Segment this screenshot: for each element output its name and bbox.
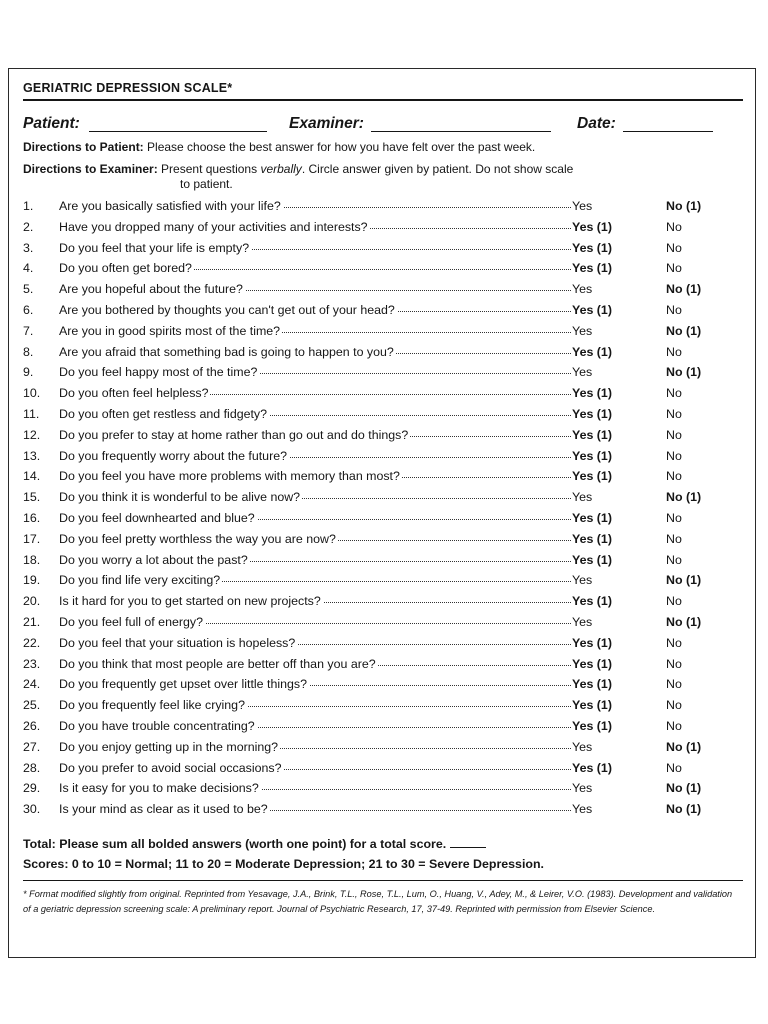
answer-no[interactable]: No — [666, 219, 682, 234]
answer-yes[interactable]: Yes — [572, 282, 593, 297]
question-row — [9, 365, 757, 385]
question-row — [9, 615, 757, 635]
question-number: 2. — [23, 219, 34, 234]
question-text-container — [59, 241, 571, 255]
question-text: Are you in good spirits most of the time? — [59, 323, 281, 338]
answer-yes[interactable]: Yes — [572, 199, 593, 213]
directions-examiner-text-verbally: verbally — [260, 162, 302, 176]
question-text: Do you feel downhearted and blue? — [59, 511, 255, 525]
question-number: 10. — [23, 386, 41, 401]
title-divider — [23, 99, 743, 101]
question-row — [9, 261, 757, 281]
question-row — [9, 324, 757, 344]
question-text: Do you feel you have more problems with memory than most? — [59, 469, 400, 484]
answer-yes[interactable]: Yes (1) — [572, 427, 612, 442]
question-number: 14. — [23, 469, 41, 484]
patient-label: Patient: — [23, 115, 80, 132]
answer-yes[interactable]: Yes (1) — [572, 344, 612, 359]
question-row — [9, 594, 757, 614]
question-text-container — [59, 657, 571, 671]
question-text-container — [59, 553, 571, 567]
question-text-container — [59, 636, 571, 650]
answer-yes[interactable]: Yes — [572, 802, 593, 817]
directions-examiner-label: Directions to Examiner: — [23, 162, 158, 176]
question-row — [9, 677, 757, 697]
question-text: Do you enjoy getting up in the morning? — [59, 739, 279, 754]
question-text: Is it hard for you to get started on new projects? — [59, 594, 321, 609]
question-row — [9, 532, 757, 552]
answer-yes[interactable]: Yes (1) — [572, 511, 612, 525]
answer-no[interactable]: No — [666, 407, 682, 421]
answer-no[interactable]: No — [666, 240, 682, 255]
question-number: 6. — [23, 303, 34, 317]
question-row — [9, 781, 757, 801]
question-number: 8. — [23, 344, 34, 359]
question-row — [9, 303, 757, 323]
answer-no[interactable]: No — [666, 656, 682, 671]
directions-examiner-text — [161, 162, 573, 176]
directions-examiner-text-part1: Present questions — [161, 162, 261, 176]
question-text-container — [59, 324, 571, 338]
answer-yes[interactable]: Yes (1) — [572, 594, 612, 609]
question-row — [9, 573, 757, 593]
question-text-container — [59, 490, 571, 504]
answer-yes[interactable]: Yes (1) — [572, 760, 612, 775]
date-field[interactable] — [623, 131, 713, 132]
question-number: 27. — [23, 739, 41, 754]
answer-no[interactable]: No — [666, 386, 682, 401]
question-text-container — [59, 261, 571, 275]
answer-yes[interactable]: Yes (1) — [572, 677, 612, 692]
question-text: Is your mind as clear as it used to be? — [59, 802, 268, 817]
question-number: 15. — [23, 490, 41, 505]
directions-examiner — [23, 161, 573, 177]
question-number: 28. — [23, 760, 41, 775]
question-row — [9, 657, 757, 677]
question-text: Do you feel pretty worthless the way you are now? — [59, 531, 336, 546]
question-text: Do you feel that your situation is hopeless? — [59, 635, 296, 650]
question-row — [9, 719, 757, 739]
total-score-field[interactable] — [450, 847, 486, 848]
question-number: 20. — [23, 594, 41, 609]
question-text: Do you prefer to stay at home rather than go out and do things? — [59, 427, 409, 442]
question-number: 16. — [23, 511, 41, 525]
question-number: 5. — [23, 282, 34, 297]
question-text-container — [59, 469, 571, 483]
answer-yes[interactable]: Yes — [572, 323, 593, 338]
question-text: Are you basically satisfied with your life? — [59, 199, 281, 213]
question-text-container — [59, 719, 571, 733]
answer-no[interactable]: No (1) — [666, 802, 702, 817]
question-text: Do you feel that your life is empty? — [59, 240, 250, 255]
directions-patient-text: Please choose the best answer for how you have felt over the past week. — [147, 140, 536, 154]
question-text: Do you often get restless and fidgety? — [59, 407, 268, 421]
answer-no[interactable]: No — [666, 448, 682, 463]
question-row — [9, 553, 757, 573]
answer-yes[interactable]: Yes (1) — [572, 552, 612, 567]
examiner-label: Examiner: — [289, 115, 364, 132]
directions-examiner-text-part2: . Circle answer given by patient. Do not show scale — [301, 162, 574, 176]
answer-no[interactable]: No — [666, 552, 682, 567]
patient-field[interactable] — [89, 131, 267, 132]
question-row — [9, 282, 757, 302]
answer-yes[interactable]: Yes (1) — [572, 386, 612, 401]
answer-yes[interactable]: Yes — [572, 573, 593, 588]
score-interpretation: Scores: 0 to 10 = Normal; 11 to 20 = Moderate Depression; 21 to 30 = Severe Depression. — [23, 857, 544, 871]
question-text-container — [59, 220, 571, 234]
question-text-container — [59, 199, 571, 213]
answer-no[interactable]: No (1) — [666, 739, 702, 754]
question-number: 22. — [23, 635, 41, 650]
answer-yes[interactable]: Yes (1) — [572, 719, 612, 733]
question-text-container — [59, 677, 571, 691]
answer-no[interactable]: No — [666, 698, 682, 713]
question-text: Do you think that most people are better off than you are? — [59, 656, 376, 671]
question-text-container — [59, 407, 571, 421]
answer-yes[interactable]: Yes (1) — [572, 303, 612, 317]
question-number: 21. — [23, 615, 41, 629]
question-number: 3. — [23, 240, 34, 255]
answer-no[interactable]: No — [666, 635, 682, 650]
answer-no[interactable]: No (1) — [666, 199, 702, 213]
question-text: Do you frequently feel like crying? — [59, 698, 245, 713]
question-row — [9, 636, 757, 656]
question-row — [9, 199, 757, 219]
question-text-container — [59, 511, 571, 525]
question-text-container — [59, 594, 571, 608]
question-number: 26. — [23, 719, 41, 733]
question-row — [9, 698, 757, 718]
question-text: Do you often get bored? — [59, 261, 192, 276]
question-number: 19. — [23, 573, 41, 588]
answer-no[interactable]: No (1) — [666, 323, 702, 338]
question-row — [9, 761, 757, 781]
question-text: Are you afraid that something bad is going to happen to you? — [59, 344, 394, 359]
question-number: 9. — [23, 365, 34, 380]
total-instructions: Total: Please sum all bolded answers (worth one point) for a total score. — [23, 837, 447, 851]
answer-no[interactable]: No (1) — [666, 365, 702, 380]
answer-no[interactable]: No — [666, 677, 682, 692]
answer-no[interactable]: No — [666, 344, 682, 359]
answer-no[interactable]: No (1) — [666, 781, 702, 796]
question-text: Do you feel full of energy? — [59, 615, 203, 629]
date-label: Date: — [577, 115, 616, 132]
question-row — [9, 469, 757, 489]
question-text-container — [59, 802, 571, 816]
question-number: 30. — [23, 802, 41, 817]
answer-no[interactable]: No (1) — [666, 490, 702, 505]
question-text-container — [59, 428, 571, 442]
answer-no[interactable]: No (1) — [666, 573, 702, 588]
question-text-container — [59, 282, 571, 296]
answer-yes[interactable]: Yes — [572, 615, 593, 629]
answer-no[interactable]: No — [666, 760, 682, 775]
question-number: 23. — [23, 656, 41, 671]
question-row — [9, 490, 757, 510]
question-number: 29. — [23, 781, 41, 796]
question-number: 4. — [23, 261, 34, 276]
question-number: 12. — [23, 427, 41, 442]
answer-no[interactable]: No — [666, 531, 682, 546]
question-row — [9, 407, 757, 427]
question-text: Do you often feel helpless? — [59, 386, 209, 401]
question-text-container — [59, 532, 571, 546]
question-text: Have you dropped many of your activities and interests? — [59, 219, 368, 234]
answer-no[interactable]: No — [666, 261, 682, 276]
question-text-container — [59, 365, 571, 379]
directions-examiner-continued: to patient. — [180, 177, 233, 191]
answer-yes[interactable]: Yes (1) — [572, 635, 612, 650]
answer-yes[interactable]: Yes (1) — [572, 698, 612, 713]
question-number: 1. — [23, 199, 34, 213]
question-text: Do you have trouble concentrating? — [59, 719, 255, 733]
answer-yes[interactable]: Yes (1) — [572, 531, 612, 546]
question-text: Do you think it is wonderful to be alive now? — [59, 490, 301, 505]
footnote: * Format modified slightly from original. Reprinted from Yesavage, J.A., Brink, T.L., Rose, T.L., Lum, O., Huang, V., Adey, M., & Leirer, V.O. (1983). Development and validation of a geriatric depression screening scale: A preliminary report. Journal of Psychiatric Research, 17, 37-49. Reprinted with permission from Elsevier Science. — [23, 889, 733, 914]
question-row — [9, 740, 757, 760]
question-text: Do you find life very exciting? — [59, 573, 221, 588]
answer-yes[interactable]: Yes (1) — [572, 261, 612, 276]
answer-no[interactable]: No — [666, 427, 682, 442]
question-text: Do you worry a lot about the past? — [59, 552, 248, 567]
question-row — [9, 241, 757, 261]
question-text: Do you frequently worry about the future? — [59, 448, 287, 463]
question-text-container — [59, 573, 571, 587]
answer-yes[interactable]: Yes (1) — [572, 469, 612, 484]
answer-yes[interactable]: Yes (1) — [572, 240, 612, 255]
form-sheet — [8, 68, 756, 958]
question-text-container — [59, 345, 571, 359]
answer-no[interactable]: No — [666, 511, 682, 525]
answer-yes[interactable]: Yes — [572, 365, 593, 380]
answer-yes[interactable]: Yes — [572, 781, 593, 796]
question-text-container — [59, 781, 571, 795]
question-text-container — [59, 740, 571, 754]
question-row — [9, 345, 757, 365]
total-score-line — [23, 837, 486, 851]
question-text-container — [59, 761, 571, 775]
question-row — [9, 802, 757, 822]
question-row — [9, 511, 757, 531]
question-text: Are you hopeful about the future? — [59, 282, 243, 297]
question-text-container — [59, 615, 571, 629]
question-number: 25. — [23, 698, 41, 713]
question-text-container — [59, 303, 571, 317]
question-text: Are you bothered by thoughts you can't get out of your head? — [59, 303, 395, 317]
question-number: 17. — [23, 531, 41, 546]
footnote-divider — [23, 880, 743, 881]
question-text: Do you frequently get upset over little things? — [59, 677, 307, 692]
answer-no[interactable]: No (1) — [666, 282, 702, 297]
question-text: Do you feel happy most of the time? — [59, 365, 258, 380]
form-title: GERIATRIC DEPRESSION SCALE* — [23, 81, 233, 95]
question-number: 7. — [23, 323, 34, 338]
answer-yes[interactable]: Yes — [572, 490, 593, 505]
question-number: 18. — [23, 552, 41, 567]
question-number: 13. — [23, 448, 41, 463]
question-row — [9, 386, 757, 406]
answer-yes[interactable]: Yes — [572, 739, 593, 754]
answer-yes[interactable]: Yes (1) — [572, 448, 612, 463]
question-row — [9, 220, 757, 240]
question-number: 24. — [23, 677, 41, 692]
question-number: 11. — [23, 407, 40, 421]
question-text-container — [59, 698, 571, 712]
answer-no[interactable]: No (1) — [666, 615, 702, 629]
answer-no[interactable]: No — [666, 303, 682, 317]
answer-no[interactable]: No — [666, 594, 682, 609]
question-text-container — [59, 386, 571, 400]
answer-no[interactable]: No — [666, 469, 682, 484]
question-row — [9, 449, 757, 469]
question-text: Is it easy for you to make decisions? — [59, 781, 259, 796]
answer-yes[interactable]: Yes (1) — [572, 407, 612, 421]
directions-patient — [23, 139, 535, 155]
answer-yes[interactable]: Yes (1) — [572, 219, 612, 234]
question-row — [9, 428, 757, 448]
directions-patient-label: Directions to Patient: — [23, 140, 144, 154]
answer-no[interactable]: No — [666, 719, 682, 733]
examiner-field[interactable] — [371, 131, 551, 132]
answer-yes[interactable]: Yes (1) — [572, 656, 612, 671]
question-text-container — [59, 449, 571, 463]
question-text: Do you prefer to avoid social occasions? — [59, 760, 282, 775]
